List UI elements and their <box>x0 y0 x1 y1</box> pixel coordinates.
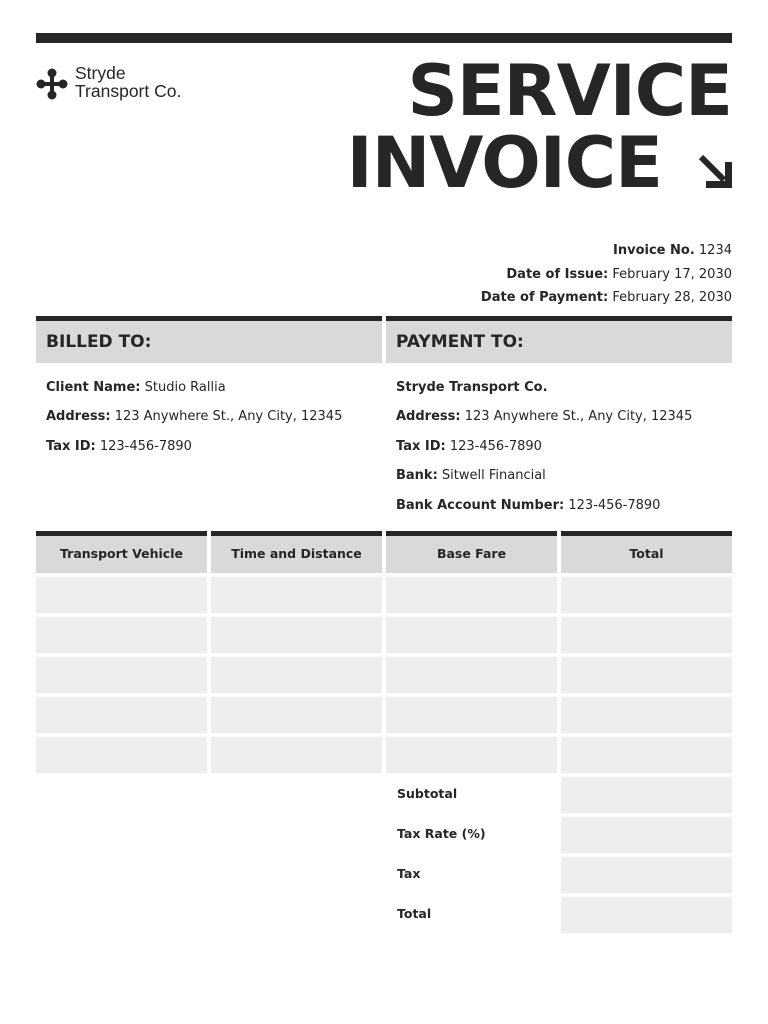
title-line1: SERVICE <box>407 50 732 132</box>
total-row <box>386 897 732 933</box>
company-name <box>75 64 181 100</box>
table-header-row <box>36 531 732 573</box>
tax-row <box>386 857 732 893</box>
table-row <box>36 657 732 693</box>
table-cell[interactable] <box>36 737 207 773</box>
bank-line <box>396 461 732 490</box>
table-cell[interactable] <box>386 657 557 693</box>
title-line2: INVOICE <box>346 122 662 204</box>
logo-mark-icon <box>36 68 68 100</box>
subtotal-label: Subtotal <box>397 786 458 801</box>
client-name: Studio Rallia <box>144 380 226 395</box>
issue-date-label: Date of Issue: <box>506 266 609 282</box>
tax-rate-row <box>386 817 732 853</box>
payment-to-heading: PAYMENT TO: <box>386 316 732 363</box>
table-cell[interactable] <box>36 657 207 693</box>
table-row <box>36 737 732 773</box>
client-address-line <box>46 402 382 431</box>
total-label: Total <box>397 906 432 921</box>
table-cell[interactable] <box>561 737 732 773</box>
top-rule <box>36 33 732 43</box>
billed-to-heading: BILLED TO: <box>36 316 382 363</box>
table-cell[interactable] <box>211 657 382 693</box>
tax-label: Tax <box>397 866 421 881</box>
column-header-transport-vehicle: Transport Vehicle <box>36 531 207 573</box>
table-cell[interactable] <box>211 617 382 653</box>
table-row <box>36 617 732 653</box>
column-header-base-fare: Base Fare <box>386 531 557 573</box>
payment-date-label: Date of Payment: <box>480 290 609 305</box>
table-cell[interactable] <box>386 577 557 613</box>
line-items-table <box>36 531 732 773</box>
table-row <box>36 577 732 613</box>
table-cell[interactable] <box>36 577 207 613</box>
payee-address-label: Address: <box>396 409 461 425</box>
bank-account-number: 123-456-7890 <box>568 497 661 513</box>
billed-to-section <box>36 316 382 461</box>
column-header-time-distance: Time and Distance <box>211 531 382 573</box>
payment-date-line <box>481 286 732 310</box>
payee-tax-label: Tax ID: <box>396 438 446 454</box>
table-cell[interactable] <box>561 657 732 693</box>
tax-value[interactable] <box>561 857 732 893</box>
issue-date: February 17, 2030 <box>612 266 732 282</box>
table-cell[interactable] <box>386 617 557 653</box>
table-cell[interactable] <box>386 697 557 733</box>
bank-label: Bank: <box>396 468 438 484</box>
table-cell[interactable] <box>561 617 732 653</box>
company-name-line1: Stryde <box>75 63 126 83</box>
client-tax-id: 123-456-7890 <box>99 438 192 454</box>
subtotal-value[interactable] <box>561 777 732 813</box>
bank-account-label: Bank Account Number: <box>396 497 565 513</box>
invoice-title <box>346 50 732 204</box>
bank-name: Sitwell Financial <box>441 468 546 484</box>
invoice-meta <box>481 239 732 310</box>
column-header-total: Total <box>561 531 732 573</box>
totals-section <box>386 777 732 937</box>
arrow-down-right-icon <box>696 152 732 188</box>
total-value[interactable] <box>561 897 732 933</box>
payee-name: Stryde Transport Co. <box>396 380 548 395</box>
company-name-line2: Transport Co. <box>75 81 182 101</box>
client-address: 123 Anywhere St., Any City, 12345 <box>114 409 343 425</box>
table-cell[interactable] <box>561 697 732 733</box>
client-name-label: Client Name: <box>46 380 141 395</box>
tax-rate-label: Tax Rate (%) <box>397 826 486 841</box>
title-line2-row <box>346 122 732 204</box>
billed-to-details <box>36 363 382 461</box>
payee-address: 123 Anywhere St., Any City, 12345 <box>464 409 693 425</box>
table-cell[interactable] <box>36 697 207 733</box>
payee-tax-line <box>396 432 732 461</box>
client-tax-line <box>46 432 382 461</box>
bank-account-line <box>396 491 732 520</box>
subtotal-row <box>386 777 732 813</box>
payment-to-section <box>386 316 732 520</box>
table-row <box>36 697 732 733</box>
issue-date-line <box>481 263 732 287</box>
invoice-number-line <box>481 239 732 263</box>
client-name-line <box>46 373 382 402</box>
table-cell[interactable] <box>386 737 557 773</box>
payment-to-details <box>386 363 732 520</box>
table-cell[interactable] <box>36 617 207 653</box>
client-address-label: Address: <box>46 409 111 425</box>
payee-tax-id: 123-456-7890 <box>449 438 542 454</box>
payee-name-line <box>396 373 732 402</box>
payment-date: February 28, 2030 <box>612 290 732 305</box>
tax-rate-value[interactable] <box>561 817 732 853</box>
invoice-number-label: Invoice No. <box>613 243 695 258</box>
invoice-number: 1234 <box>698 243 732 258</box>
company-logo <box>36 64 181 100</box>
table-cell[interactable] <box>211 697 382 733</box>
table-cell[interactable] <box>561 577 732 613</box>
client-tax-label: Tax ID: <box>46 438 96 454</box>
table-cell[interactable] <box>211 577 382 613</box>
table-cell[interactable] <box>211 737 382 773</box>
payee-address-line <box>396 402 732 431</box>
